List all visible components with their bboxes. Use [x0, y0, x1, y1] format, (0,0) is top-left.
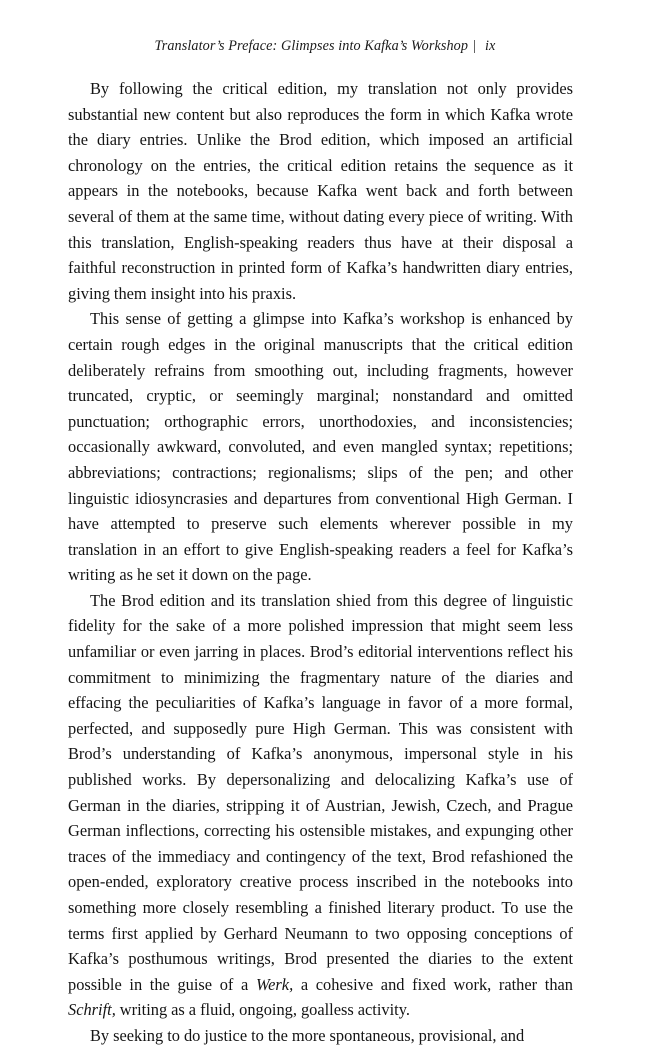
- italic-term: Schrift,: [68, 1000, 116, 1020]
- paragraph-1: By following the critical edition, my translation not only provides substantial new content but also reproduces the form in which Kafka wrote the diary entries. Unlike the Brod edition, which imposed an artificial chronology on the entries, the critical edition retains the sequence as it appears in the notebooks, because Kafka went back and forth between several of them at the same time, without dating every piece of writing. With this translation, English-speaking readers thus have at their disposal a faithful reconstruction in printed form of Kafka’s handwritten diary entries, giving them insight into his praxis.: [68, 79, 573, 303]
- italic-term: Werk,: [256, 974, 294, 994]
- paragraph-4: By seeking to do justice to the more spontaneous, provisional, and: [90, 1025, 525, 1045]
- running-head: [0, 38, 650, 55]
- paragraph-2: This sense of getting a glimpse into Kafka’s workshop is enhanced by certain rough edges in the original manuscripts that the critical edition deliberately refrains from smoothing out, including fragments, however truncated, cryptic, or seemingly marginal; nonstandard and omitted punctuation; orthographic errors, unorthodoxies, and inconsistencies; occasionally awkward, convoluted, and even mangled syntax; repetitions; abbreviations; contractions; regionalisms; slips of the pen; and other linguistic idiosyncrasies and departures from conventional High German. I have attempted to preserve such elements wherever possible in my translation in an effort to give English-speaking readers a feel for Kafka’s writing as he set it down on the page.: [68, 309, 573, 585]
- paragraph-3: The Brod edition and its translation shied from this degree of linguistic fidelity for the sake of a more polished impression that might seem less unfamiliar or even jarring in places. Brod’s editorial interventions reflect his commitment to minimizing the fragmentary nature of the diaries and effacing the peculiarities of Kafka’s language in favor of a more formal, perfected, and supposedly pure High German. This was consistent with Brod’s understanding of Kafka’s anonymous, impersonal style in his published works. By depersonalizing and delocalizing Kafka’s use of German in the diaries, stripping it of Austrian, Jewish, Czech, and Prague German inflections, correcting his ostensible mistakes, and expunging other traces of the immediacy and contingency of the text, Brod refashioned the open-ended, exploratory creative process inscribed in the notebooks into something more closely resembling a finished literary product. To use the terms first applied by Gerhard Neumann to two opposing conceptions of Kafka’s posthumous writings, Brod presented the diaries to the extent possible in the guise of a Werk, a cohesive and fixed work, rather than Schrift, writing as a fluid, ongoing, goalless activity.: [68, 590, 573, 1020]
- running-head-title: Translator’s Preface: Glimpses into Kafka’s Workshop: [154, 38, 469, 54]
- running-head-separator: |: [473, 38, 477, 54]
- body-text: [68, 76, 573, 1049]
- page-number: ix: [485, 38, 496, 54]
